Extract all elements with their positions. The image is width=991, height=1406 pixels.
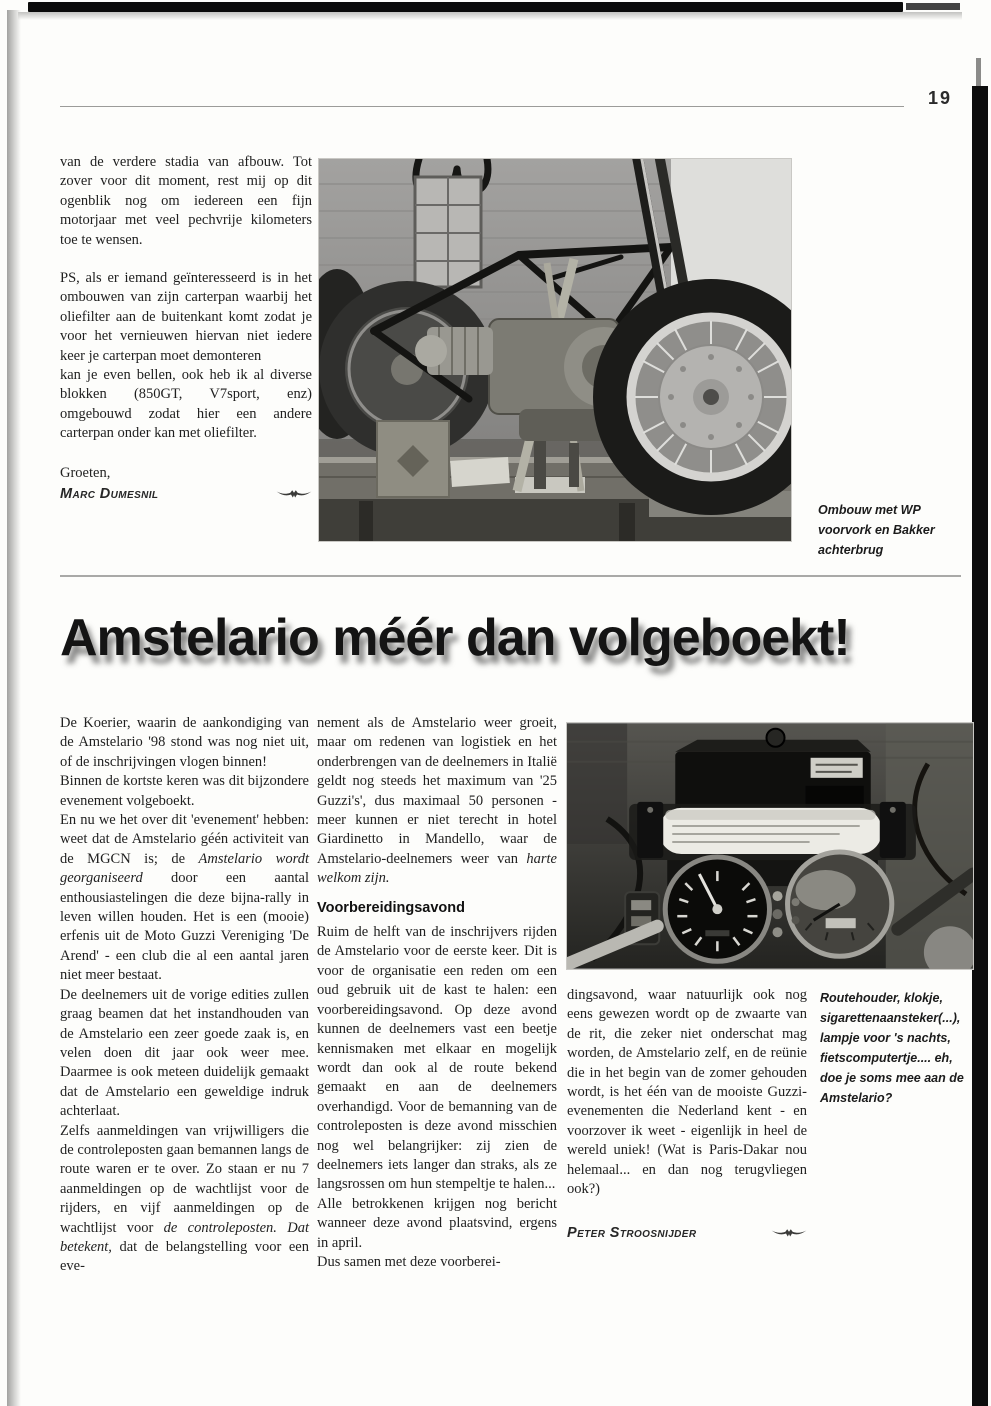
subheading: Voorbereidingsavond <box>317 899 465 916</box>
scan-edge-right <box>972 86 988 1406</box>
scan-shadow-top <box>18 12 962 20</box>
section-divider <box>60 575 961 577</box>
article-column-1 <box>60 714 309 1277</box>
paragraph: kan je even bellen, ook heb ik al diverse blokken (850GT, V7sport, enz) omgebouwd zodat hier een andere carterpan onder kan met oliefilter. <box>60 367 312 442</box>
route-roller <box>629 802 916 860</box>
tachometer <box>665 857 769 961</box>
scan-edge-top <box>28 2 903 12</box>
paragraph: De deelnemers uit de vorige edities zullen graag beamen dat het instandhouden van de Amstelario een zeer goede zaak is, en velen doen dit jaar ook weer mee. Daarmee is ook meteen duidelijk gemaakt dat de Amstelario een geweldige indruk achterlaat. <box>60 986 309 1120</box>
header-rule <box>60 106 904 107</box>
scan-edge-right-tick <box>976 58 981 86</box>
paragraph: Ruim de helft van de inschrijvers rijden de Amstelario voor de eerste keer. Dit is voor de organisatie een reden om een oud gebruik uit de kast te halen: een voorbereidingsavond. Op deze avond kunnen de deelnemers vast een beetje kennismaken met elkaar en mogelijk wordt dan ook al de route bekend gemaakt en aan de deelnemers overhandigd. Voor de bemanning van de controleposten is deze avond misschien nog wel belangrijker: zij zien de deelnemers iets langer dan straks, als ze langsrossen om hun stempeltje te halen... <box>317 924 557 1193</box>
cockpit-photo <box>566 722 974 970</box>
paragraph: nement als de Amstelario weer groeit, maar om redenen van logistiek en het onderbrengen van de deelnemers in Italië geldt nog steeds het maximum van '25 Guzzi's', dus maximaal 50 personen - meer kunnen er niet terecht in hotel Giardinetto in Mandello, waar de Amstelario-deelnemers weer van harte welkom zijn. <box>317 715 557 887</box>
workshop-photo <box>318 158 792 542</box>
paragraph: PS, als er iemand geïnteresseerd is in het ombouwen van zijn carterpan waarbij het oliefilter aan de buitenkant komt zodat je voor het vernieuwen hiervan niet iedere keer je carterpan moet demonteren <box>60 270 312 364</box>
paragraph: dingsavond, waar natuurlijk ook nog eens gewezen wordt op de zwaarte van de rit, die zeker niet onderschat mag worden, de Amstelario zelf, en de reünie die in het begin van de zomer gehouden wordt, is het één van de mooiste Guzzi-evenementen die Nederland kent - en voorzover ik weet - eigenlijk in heel de wereld uniek! (Wat is Paris-Dakar nou helemaal... en dan nog terugvliegen ook?) <box>567 987 807 1198</box>
speedometer <box>788 852 892 956</box>
top-box <box>675 729 870 814</box>
signature-row <box>567 1225 807 1241</box>
paragraph: De Koerier, waarin de aankondiging van de Amstelario '98 stond was nog niet uit, of de inschrijvingen vlogen binnen! <box>60 715 309 770</box>
paragraph: En nu we het over dit 'evenement' hebben: weet dat de Amstelario géén activiteit van de MGCN is; de Amstelario wordt georganiseerd door een aantal enthousiastelingen die deze bijna-rally in leven willen houden. Het is een (mooie) erfenis uit de Moto Guzzi Vereniging 'De Arend' - een club die al een aantal jaren niet meer bestaat. <box>60 812 309 984</box>
scan-edge-top-segment <box>906 3 960 10</box>
eagle-icon <box>771 1227 807 1240</box>
photo-caption: Routehouder, klokje, sigarettenaansteker(...), lampje voor 's nachts, fietscomputertje.... eh, doe je soms mee aan de Amstelario? <box>820 991 964 1105</box>
article-column-2 <box>317 714 557 1272</box>
article-headline: Amstelario méér dan volgeboekt! <box>60 609 850 667</box>
paragraph: Dus samen met deze voorberei- <box>317 1253 501 1270</box>
page-number: 19 <box>928 88 953 108</box>
photo-caption: Ombouw met WP voorvork en Bakker achterbrug <box>818 503 935 557</box>
eagle-icon <box>276 488 312 501</box>
scan-gutter-left <box>7 10 21 1406</box>
article-column-3 <box>567 986 807 1241</box>
author-signature: Peter Stroosnijder <box>567 1225 697 1242</box>
paragraph: Alle betrokkenen krijgen nog bericht wanneer deze avond plaatsvind, ergens in april. <box>317 1195 557 1251</box>
author-signature: Marc Dumesnil <box>60 486 159 503</box>
signature-row <box>60 486 312 502</box>
top-left-column <box>60 153 312 502</box>
paragraph: van de verdere stadia van afbouw. Tot zover voor dit moment, rest mij op dit ogenblik nog om iedereen een fijn motorjaar met veel pechvrije kilometers toe te wensen. <box>60 154 312 248</box>
closing-word: Groeten, <box>60 464 111 481</box>
paragraph: Binnen de kortste keren was dit bijzondere evenement volgeboekt. <box>60 773 309 809</box>
paragraph: Zelfs aanmeldingen van vrijwilligers die de controleposten gaan bemannen langs de route waren er te over. Zo staan er nu 7 aanmeldingen op de wachtlijst voor de rijders, en vijf aanmeldingen op de wachtlijst voor de controleposten. Dat betekent, dat de belangstelling voor een eve- <box>60 1122 309 1275</box>
